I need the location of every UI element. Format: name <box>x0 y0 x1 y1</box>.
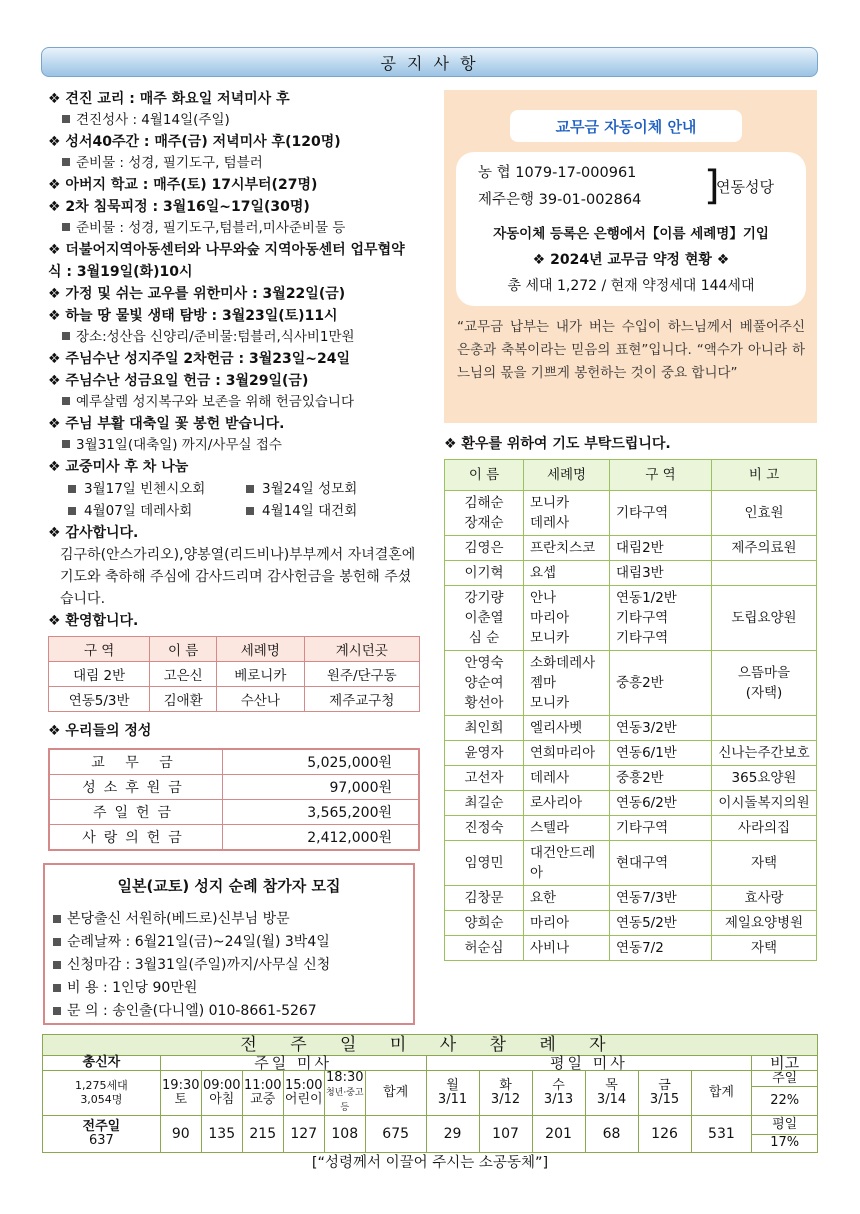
offering-label: 성소후원금 <box>49 775 223 800</box>
tea-item: 4월14일 대건회 <box>240 500 418 522</box>
weekday-day: 화 3/12 <box>479 1071 532 1116</box>
notice-item: ❖ 견진 교리 : 매주 화요일 저녁미사 후 <box>48 91 290 107</box>
welcome-cell: 연동5/3반 <box>49 687 150 712</box>
sunday-sum-label: 합계 <box>365 1071 426 1116</box>
sunday-time: 11:00 교중 <box>242 1071 283 1116</box>
prayer-cell: 자택 <box>712 936 817 961</box>
welcome-header: 계시던곳 <box>304 637 419 662</box>
sunday-pct-label: 주일 <box>752 1071 818 1087</box>
notice-item: ❖ 2차 침묵피정 : 3월16일~17일(30명) <box>48 199 310 215</box>
square-bullet-icon <box>62 332 70 340</box>
prayer-cell: 진정숙 <box>445 816 524 841</box>
left-column <box>48 88 418 851</box>
square-bullet-icon <box>246 507 254 515</box>
prayer-cell: 김영은 <box>445 536 524 561</box>
welcome-cell: 대림 2반 <box>49 662 150 687</box>
sunday-time: 19:30 토 <box>160 1071 201 1116</box>
square-bullet-icon <box>62 223 70 231</box>
prayer-cell: 허순심 <box>445 936 524 961</box>
tea-item: 3월17일 빈첸시오회 <box>62 478 240 500</box>
prayer-cell: 연동6/2반 <box>610 791 712 816</box>
notice-subitem: 3월31일(대축일) 까지/사무실 접수 <box>48 435 418 456</box>
prayer-cell <box>712 716 817 741</box>
prayer-row <box>445 741 817 766</box>
welcome-title: ❖ 환영합니다. <box>48 613 139 629</box>
sunday-time: 15:00 어린이 <box>283 1071 324 1116</box>
prayer-cell: 이시돌복지의원 <box>712 791 817 816</box>
notice-subitem: 장소:성산읍 신양리/준비물:텀블러,식사비1만원 <box>48 327 418 348</box>
thanks-body: 김구하(안스가리오),양봉열(리드비나)부부께서 자녀결혼에 기도와 축하해 주심에 감사드리며 감사헌금을 봉헌해 주셨습니다. <box>60 547 416 607</box>
pilgrimage-item: 비 용 : 1인당 90만원 <box>45 977 413 1000</box>
offering-amount: 5,025,000원 <box>223 749 420 775</box>
prayer-row <box>445 536 817 561</box>
tea-schedule <box>48 478 418 522</box>
prayer-cell: 소화데레사 젬마 모니카 <box>524 651 610 716</box>
welcome-row <box>49 662 420 687</box>
footer-motto: [“성령께서 이끌어 주시는 소공동체”] <box>311 1155 549 1171</box>
welcome-cell: 베로니카 <box>217 662 305 687</box>
square-bullet-icon <box>62 397 70 405</box>
welcome-cell: 제주교구청 <box>304 687 419 712</box>
sunday-time: 09:00 아침 <box>201 1071 242 1116</box>
prayer-cell: 김창문 <box>445 886 524 911</box>
prayer-cell: 도립요양원 <box>712 586 817 651</box>
offering-row <box>49 825 419 851</box>
offering-row <box>49 800 419 825</box>
prayer-row <box>445 841 817 886</box>
offering-title: ❖ 우리들의 정성 <box>48 723 152 739</box>
pledge-quote: “교무금 납부는 내가 버는 수입이 하느님께서 베풀어주신 은총과 축복이라는 믿음의 표현”입니다. “액수가 아니라 하느님의 몫을 기쁘게 봉헌하는 것이 중요 합니다” <box>457 319 805 381</box>
prayer-cell: 현대구역 <box>610 841 712 886</box>
prayer-cell: 자택 <box>712 841 817 886</box>
tea-item: 3월24일 성모회 <box>240 478 418 500</box>
auto-transfer-title: 교무금 자동이체 안내 <box>510 110 742 142</box>
prayer-cell: 모니카 데레사 <box>524 491 610 536</box>
sunday-pct: 22% <box>752 1087 818 1116</box>
sunday-mass-name: 청년·중고등 <box>325 1088 364 1113</box>
welcome-header: 세례명 <box>217 637 305 662</box>
prayer-cell: 이기혁 <box>445 561 524 586</box>
pilgrimage-item: 신청마감 : 3월31일(주일)까지/사무실 신청 <box>45 954 413 977</box>
offering-amount: 2,412,000원 <box>223 825 420 851</box>
square-bullet-icon <box>53 961 61 969</box>
prayer-row <box>445 651 817 716</box>
prayer-cell: 으뜸마을 (자택) <box>712 651 817 716</box>
prayer-cell: 프란치스코 <box>524 536 610 561</box>
weekday-count: 201 <box>532 1116 585 1153</box>
prayer-cell: 신나는주간보호 <box>712 741 817 766</box>
sunday-count: 215 <box>242 1116 283 1153</box>
note-label: 비고 <box>752 1056 818 1071</box>
weekday-day: 수 3/13 <box>532 1071 585 1116</box>
prayer-cell: 윤영자 <box>445 741 524 766</box>
prayer-cell: 중흥2반 <box>610 651 712 716</box>
mass-title: 전 주 일 미 사 참 례 자 <box>43 1035 818 1056</box>
mass-attendance <box>42 1034 818 1153</box>
prayer-header: 세례명 <box>524 460 610 491</box>
notice-item: ❖ 교중미사 후 차 나눔 <box>48 459 189 475</box>
welcome-cell: 원주/단구동 <box>304 662 419 687</box>
square-bullet-icon <box>53 915 61 923</box>
weekday-count: 126 <box>638 1116 691 1153</box>
prayer-cell: 연동6/1반 <box>610 741 712 766</box>
pilgrimage-title: 일본(교토) 성지 순례 참가자 모집 <box>117 877 341 895</box>
sunday-count: 135 <box>201 1116 242 1153</box>
notice-item: ❖ 주님수난 성금요일 헌금 : 3월29일(금) <box>48 373 309 389</box>
prayer-cell: 연희마리아 <box>524 741 610 766</box>
prayer-cell: 안나 마리아 모니카 <box>524 586 610 651</box>
square-bullet-icon <box>53 938 61 946</box>
prev-label: 전주일 <box>82 1119 121 1134</box>
prayer-cell: 강기량 이춘열 심 순 <box>445 586 524 651</box>
welcome-cell: 고은신 <box>150 662 217 687</box>
auto-transfer-box <box>444 90 817 423</box>
prayer-cell: 김해순 장재순 <box>445 491 524 536</box>
prayer-row <box>445 561 817 586</box>
prayer-cell: 기타구역 <box>610 491 712 536</box>
sunday-mass-name: 교중 <box>250 1092 276 1107</box>
prayer-cell: 로사리아 <box>524 791 610 816</box>
sunday-count: 90 <box>160 1116 201 1153</box>
welcome-cell: 수산나 <box>217 687 305 712</box>
prayer-cell: 대림3반 <box>610 561 712 586</box>
square-bullet-icon <box>53 984 61 992</box>
prayer-header: 구 역 <box>610 460 712 491</box>
pledge-title: ❖ 2024년 교무금 약정 현황 ❖ <box>532 252 730 268</box>
prayer-header: 이 름 <box>445 460 524 491</box>
sunday-count: 108 <box>324 1116 365 1153</box>
prayer-cell: 대림2반 <box>610 536 712 561</box>
notice-item: ❖ 성서40주간 : 매주(금) 저녁미사 후(120명) <box>48 134 341 150</box>
square-bullet-icon <box>246 485 254 493</box>
prayer-cell: 요셉 <box>524 561 610 586</box>
prayer-title: ❖ 환우를 위하여 기도 부탁드립니다. <box>444 436 671 452</box>
sunday-mass-name: 토 <box>174 1092 188 1107</box>
offering-label: 주일헌금 <box>49 800 223 825</box>
offering-row <box>49 775 419 800</box>
square-bullet-icon <box>62 115 70 123</box>
total-households: 1,275세대 3,054명 <box>43 1071 161 1116</box>
prayer-cell: 엘리사벳 <box>524 716 610 741</box>
prayer-cell: 데레사 <box>524 766 610 791</box>
tea-item: 4월07일 데레사회 <box>62 500 240 522</box>
prayer-cell: 중흥2반 <box>610 766 712 791</box>
transfer-note: 자동이체 등록은 은행에서【이름 세례명】기입 <box>493 226 769 242</box>
prayer-row <box>445 816 817 841</box>
prayer-cell: 사라의집 <box>712 816 817 841</box>
notice-subitem: 견진성사 : 4월14일(주일) <box>48 110 418 131</box>
mass-table <box>42 1034 818 1153</box>
prayer-cell: 효사랑 <box>712 886 817 911</box>
prayer-table <box>444 459 817 961</box>
welcome-header: 구 역 <box>49 637 150 662</box>
prayer-cell: 마리아 <box>524 911 610 936</box>
prayer-cell: 임영민 <box>445 841 524 886</box>
pledge-status: 총 세대 1,272 / 현재 약정세대 144세대 <box>507 278 755 294</box>
tea-row <box>48 500 418 522</box>
weekday-pct: 17% <box>752 1134 818 1153</box>
prayer-cell: 연동3/2반 <box>610 716 712 741</box>
notice-item: ❖ 아버지 학교 : 매주(토) 17시부터(27명) <box>48 177 318 193</box>
prayer-cell: 기타구역 <box>610 816 712 841</box>
weekday-sum-label: 합계 <box>691 1071 752 1116</box>
offering-label: 사랑의헌금 <box>49 825 223 851</box>
square-bullet-icon <box>62 440 70 448</box>
prayer-cell <box>712 561 817 586</box>
prayer-cell: 고선자 <box>445 766 524 791</box>
notice-subitem: 준비물 : 성경, 필기도구,텀블러,미사준비물 등 <box>48 218 418 239</box>
prayer-cell: 연동1/2반 기타구역 기타구역 <box>610 586 712 651</box>
offering-label: 교 무 금 <box>49 749 223 775</box>
weekday-day: 목 3/14 <box>585 1071 638 1116</box>
prayer-row <box>445 791 817 816</box>
prayer-cell: 요한 <box>524 886 610 911</box>
prayer-cell: 양희순 <box>445 911 524 936</box>
tea-row <box>48 478 418 500</box>
prayer-row <box>445 886 817 911</box>
prayer-row <box>445 586 817 651</box>
weekday-day: 금 3/15 <box>638 1071 691 1116</box>
account-card <box>456 152 806 306</box>
prayer-cell: 연동5/2반 <box>610 911 712 936</box>
prayer-cell: 최인희 <box>445 716 524 741</box>
square-bullet-icon <box>68 485 76 493</box>
sunday-count: 127 <box>283 1116 324 1153</box>
bracket-glyph: ] <box>704 163 720 209</box>
prayer-cell: 스텔라 <box>524 816 610 841</box>
weekday-count: 68 <box>585 1116 638 1153</box>
sunday-mass-label: 주일 미사 <box>160 1056 426 1071</box>
weekday-count: 29 <box>426 1116 479 1153</box>
notice-item: ❖ 주님수난 성지주일 2차헌금 : 3월23일~24일 <box>48 351 351 367</box>
weekday-pct-label: 평일 <box>752 1116 818 1135</box>
offering-table <box>48 748 420 851</box>
prayer-row <box>445 716 817 741</box>
prayer-cell: 안영숙 양순여 황선아 <box>445 651 524 716</box>
prayer-cell: 제주의료원 <box>712 536 817 561</box>
total-label: 총신자 <box>43 1056 161 1071</box>
weekday-count: 107 <box>479 1116 532 1153</box>
offering-amount: 97,000원 <box>223 775 420 800</box>
thanks-title: ❖ 감사합니다. <box>48 525 139 541</box>
notice-item: ❖ 가정 및 쉬는 교우를 위한미사 : 3월22일(금) <box>48 286 346 302</box>
prayer-cell: 제일요양병원 <box>712 911 817 936</box>
account-jeju: 제주은행 39-01-002864 <box>478 192 642 208</box>
account-nonghyup: 농 협 1079-17-000961 <box>478 165 637 181</box>
pilgrimage-box <box>43 863 415 1025</box>
welcome-cell: 김애환 <box>150 687 217 712</box>
notice-item: ❖ 더불어지역아동센터와 나무와숲 지역아동센터 업무협약식 : 3월19일(화)10시 <box>48 242 405 280</box>
square-bullet-icon <box>53 1007 61 1015</box>
prayer-cell: 연동7/2 <box>610 936 712 961</box>
prayer-row <box>445 936 817 961</box>
prayer-cell: 최길순 <box>445 791 524 816</box>
notice-item: ❖ 하늘 땅 물빛 생태 탐방 : 3월23일(토)11시 <box>48 308 338 324</box>
prayer-row <box>445 911 817 936</box>
prayer-cell: 인효원 <box>712 491 817 536</box>
square-bullet-icon <box>62 158 70 166</box>
pilgrimage-item: 순례날짜 : 6월21일(금)~24일(월) 3박4일 <box>45 931 413 954</box>
offering-row <box>49 749 419 775</box>
prayer-cell: 연동7/3반 <box>610 886 712 911</box>
sunday-count: 675 <box>365 1116 426 1153</box>
prayer-cell: 365요양원 <box>712 766 817 791</box>
welcome-table <box>48 636 420 712</box>
notice-header: 공 지 사 항 <box>41 47 818 77</box>
right-column <box>444 90 817 961</box>
offering-amount: 3,565,200원 <box>223 800 420 825</box>
weekday-count: 531 <box>691 1116 752 1153</box>
sunday-mass-name: 아침 <box>209 1092 235 1107</box>
pilgrimage-item: 본당출신 서원하(베드로)신부님 방문 <box>45 908 413 931</box>
weekday-day: 월 3/11 <box>426 1071 479 1116</box>
notice-list <box>48 88 418 478</box>
square-bullet-icon <box>68 507 76 515</box>
welcome-header: 이 름 <box>150 637 217 662</box>
prayer-row <box>445 766 817 791</box>
notice-subitem: 예루살렘 성지복구와 보존을 위해 헌금있습니다 <box>48 392 418 413</box>
weekday-mass-label: 평일 미사 <box>426 1056 752 1071</box>
pilgrimage-item: 문 의 : 송인출(다니엘) 010-8661-5267 <box>45 1000 413 1023</box>
sunday-mass-name: 어린이 <box>284 1092 323 1107</box>
prayer-header: 비 고 <box>712 460 817 491</box>
prev-total: 전주일 637 <box>43 1116 161 1153</box>
notice-subitem: 준비물 : 성경, 필기도구, 텀블러 <box>48 153 418 174</box>
sunday-time: 18:30 청년·중고등 <box>324 1071 365 1116</box>
prayer-row <box>445 491 817 536</box>
prayer-cell: 대건안드레아 <box>524 841 610 886</box>
welcome-row <box>49 687 420 712</box>
prayer-cell: 사비나 <box>524 936 610 961</box>
account-holder: 연동성당 <box>716 178 774 196</box>
notice-item: ❖ 주님 부활 대축일 꽃 봉헌 받습니다. <box>48 416 285 432</box>
